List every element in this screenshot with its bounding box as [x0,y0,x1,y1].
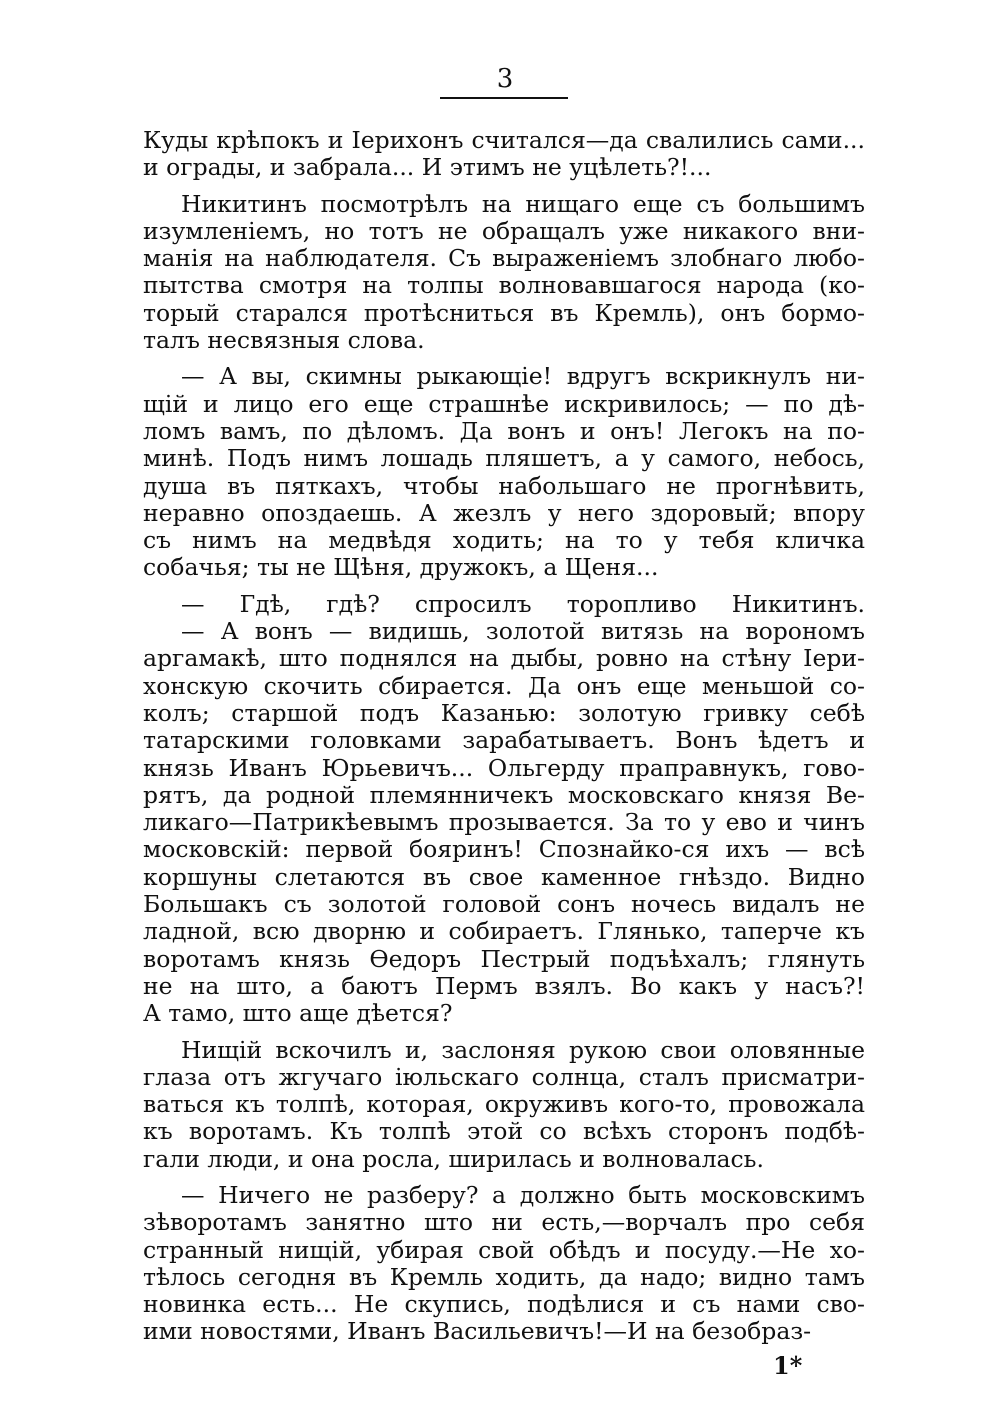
text-line: московскій: первой бояринъ! Спознайко-ся ихъ — всѣ [143,835,865,864]
text-line: ликаго—Патрикѣевымъ прозывается. За то у ево и чинъ [143,808,865,837]
text-line: Никитинъ посмотрѣлъ на нищаго еще съ большимъ [181,189,865,218]
text-line: зѣворотамъ занятно што ни есть,—ворчалъ про себя [143,1208,865,1237]
text-line: ими новостями, Иванъ Васильевичъ!—И на безобраз- [143,1317,812,1346]
text-line: князь Иванъ Юрьевичъ... Ольгерду праправнукъ, гово- [143,753,865,782]
paragraph [143,591,865,1028]
text-line: не на што, а баютъ Пермъ взялъ. Во какъ у насъ?! [143,971,865,1000]
text-line: душа въ пяткахъ, чтобы набольшаго не прогнѣвить, [143,471,865,500]
text-line: неравно опоздаешь. А жезлъ у него здоровый; впору [143,498,865,527]
text-line: странный нищій, убирая свой обѣдъ и посуду.—Не хо- [143,1235,865,1264]
text-line: А тамо, што аще дѣется? [143,999,453,1028]
text-line: хонскую скочить сбирается. Да онъ еще меньшой со- [143,671,865,700]
text-line: ладной, всю дворню и собираетъ. Глянько, таперче къ [143,917,865,946]
text-line: къ воротамъ. Къ толпѣ этой со всѣхъ сторонъ подбѣ- [143,1117,865,1146]
text-line: татарскими головками зарабатываетъ. Вонъ ѣдетъ и [143,726,865,755]
paragraph [143,1182,865,1346]
text-line: тѣлось сегодня въ Кремль ходить, да надо; видно тамъ [143,1262,865,1291]
text-line: съ нимъ на медвѣдя ходить; на то у тебя кличка [143,526,865,555]
text-line: Нищій вскочилъ и, заслоняя рукою свои оловянные [181,1035,865,1064]
header-rule [440,97,568,99]
text-line: изумленіемъ, но тотъ не обращалъ уже никакого вни- [143,216,865,245]
paragraph [143,127,865,182]
text-line: минѣ. Подъ нимъ лошадь пляшетъ, а у самого, небось, [143,444,865,473]
paragraph [143,363,865,581]
text-line: — А вы, скимны рыкающіе! вдругъ вскрикнулъ ни- [181,362,865,391]
text-line: Куды крѣпокъ и Іерихонъ считался—да свалились сами... [143,126,865,154]
text-line: талъ несвязныя слова. [143,326,425,355]
text-line: ваться къ толпѣ, которая, окруживъ кого-то, провожала [143,1090,865,1119]
text-line: гали люди, и она росла, ширилась и волновалась. [143,1144,764,1173]
text-line: Большакъ съ золотой головой сонъ ночесь видалъ не [143,890,865,919]
text-line: глаза отъ жгучаго іюльскаго солнца, сталъ присматри- [143,1062,865,1091]
text-line: пытства смотря на толпы волновавшагося народа (ко- [143,271,865,300]
text-line: — Гдѣ, гдѣ? спросилъ торопливо Никитинъ. [181,589,865,618]
text-line: аргамакѣ, што поднялся на дыбы, ровно на стѣну Іери- [143,644,865,673]
text-line: новинка есть... Не скупись, подѣлися и съ нами сво- [143,1290,865,1319]
text-line: колъ; старшой подъ Казанью: золотую гривку себѣ [143,698,865,727]
paragraph [143,191,865,355]
text-line: — А вонъ — видишь, золотой витязь на ворономъ [181,617,865,646]
text-line: коршуны слетаются въ свое каменное гнѣздо. Видно [143,862,865,891]
text-line: воротамъ князь Ѳедоръ Пестрый подъѣхалъ; глянуть [143,944,865,973]
text-line: торый старался протѣсниться въ Кремль), онъ бормо- [143,298,865,327]
text-line: — Ничего не разберу? а должно быть московскимъ [181,1180,865,1209]
page-number: 3 [496,64,514,94]
printer-signature: 1* [773,1351,803,1380]
paragraph [143,1037,865,1173]
text-line: рятъ, да родной племянничекъ московскаго князя Ве- [143,780,865,809]
text-line: щій и лицо его еще страшнѣе искривилось; — по дѣ- [143,389,865,418]
text-line: собачья; ты не Щѣня, дружокъ, а Щеня... [143,553,659,582]
body-text [143,127,865,1346]
text-line: ломъ вамъ, по дѣломъ. Да вонъ и онъ! Легокъ на по- [143,416,865,445]
text-line: и ограды, и забрала... И этимъ не уцѣлеть?!... [143,153,712,182]
text-line: манія на наблюдателя. Съ выраженіемъ злобнаго любо- [143,244,865,273]
